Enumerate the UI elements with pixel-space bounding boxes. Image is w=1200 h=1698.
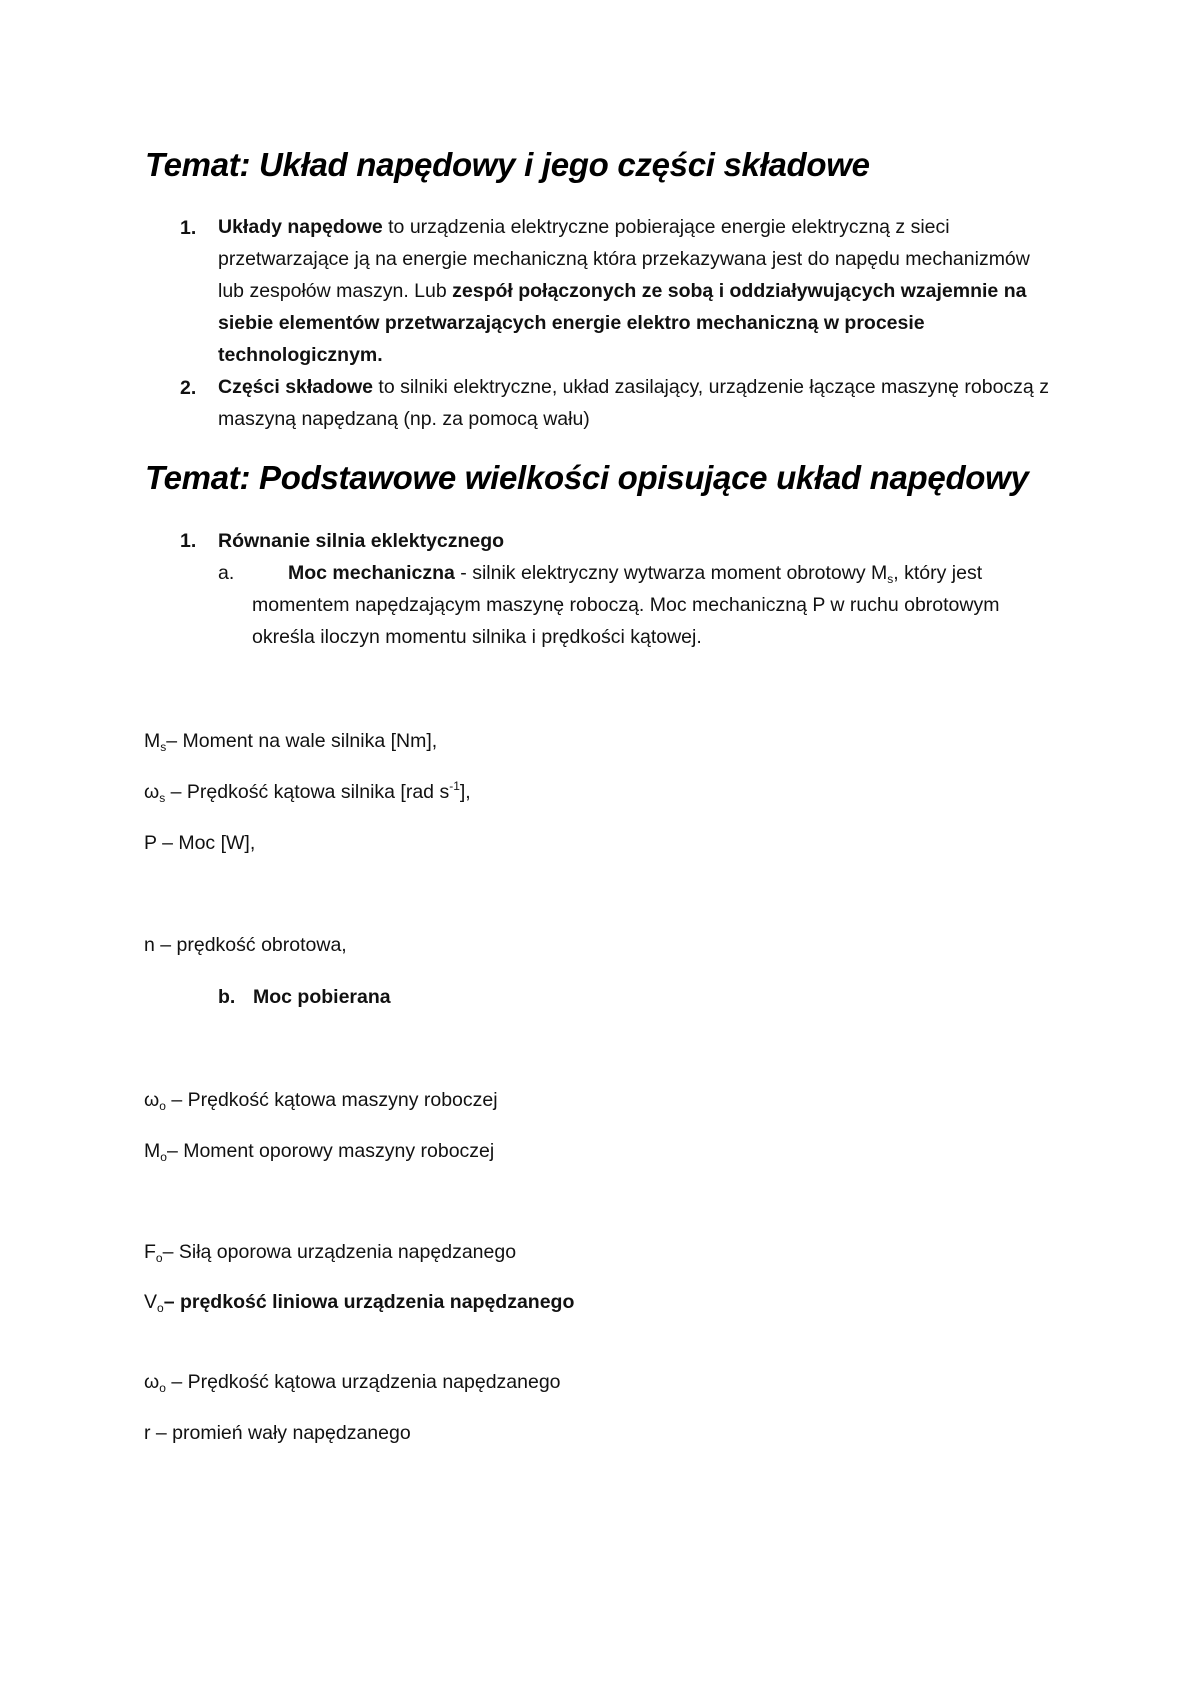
list-item-line: technologicznym. xyxy=(218,344,383,366)
bold-text: zespół połączonych ze sobą i oddziaływujących wzajemnie na xyxy=(452,280,1027,302)
symbol: ω xyxy=(144,1371,160,1393)
subscript: o xyxy=(159,1381,166,1395)
text: – Moment oporowy maszyny roboczej xyxy=(166,1140,495,1162)
superscript: -1 xyxy=(449,779,460,793)
heading-2: Temat: Podstawowe wielkości opisujące układ napędowy xyxy=(145,459,1029,496)
text: - silnik elektryczny wytwarza moment obrotowy M xyxy=(454,562,888,584)
text: to urządzenia elektryczne pobierające energie elektryczną z sieci xyxy=(382,216,950,238)
definition-r: r – promień wały napędzanego xyxy=(144,1422,411,1444)
text: – Prędkość kątowa urządzenia napędzanego xyxy=(165,1371,561,1393)
term: Części składowe xyxy=(218,376,373,398)
subscript: o xyxy=(160,1150,167,1164)
symbol: V xyxy=(144,1291,158,1313)
list-number: 1. xyxy=(180,530,197,552)
sub-item-line: momentem napędzającym maszynę roboczą. Moc mechaniczną P w ruchu obrotowym xyxy=(252,594,1000,616)
list-item-line: maszyną napędzaną (np. za pomocą wału) xyxy=(218,408,590,430)
text: to silniki elektryczne, układ zasilający, urządzenie łączące maszynę roboczą z xyxy=(373,376,1049,398)
list-item-line: siebie elementów przetwarzających energie elektro mechaniczną w procesie xyxy=(218,312,925,334)
sub-item-line xyxy=(288,557,982,589)
subscript: o xyxy=(157,1301,164,1315)
symbol: ω xyxy=(144,1089,160,1111)
symbol: M xyxy=(144,1140,161,1162)
subscript: s xyxy=(159,791,166,805)
subscript: o xyxy=(159,1099,166,1113)
list-item-line: przetwarzające ją na energie mechaniczną która przekazywana jest do napędu mechanizmów xyxy=(218,248,1030,270)
list-item-line xyxy=(218,211,950,243)
definition-wo xyxy=(144,1084,498,1116)
list-number: 1. xyxy=(180,217,197,239)
term: Układy napędowe xyxy=(218,216,383,238)
list-number: 2. xyxy=(180,377,197,399)
definition-ws xyxy=(144,776,471,808)
definition-fo xyxy=(144,1236,516,1268)
text: ], xyxy=(459,781,471,803)
text: – Prędkość kątowa silnika [rad s xyxy=(165,781,450,803)
definition-n: n – prędkość obrotowa, xyxy=(144,934,347,956)
definition-ms xyxy=(144,725,437,757)
symbol: M xyxy=(144,730,161,752)
definition-mo xyxy=(144,1135,494,1167)
text: lub zespołów maszyn. Lub xyxy=(218,280,453,302)
heading-1: Temat: Układ napędowy i jego części składowe xyxy=(145,146,870,183)
subscript: o xyxy=(155,1251,163,1265)
text: – Siłą oporowa urządzenia napędzanego xyxy=(162,1241,517,1263)
sub-item-title: Moc pobierana xyxy=(253,986,391,1008)
subscript: s xyxy=(887,572,894,586)
sub-letter: b. xyxy=(218,986,236,1008)
list-item-line xyxy=(218,275,1026,307)
text: , który jest xyxy=(893,562,983,584)
list-item-line xyxy=(218,371,1049,403)
symbol: F xyxy=(144,1241,156,1263)
subscript: s xyxy=(160,740,167,754)
definition-p: P – Moc [W], xyxy=(144,832,256,854)
term: Moc mechaniczna xyxy=(288,562,455,584)
list-item-title: Równanie silnia eklektycznego xyxy=(218,530,505,552)
sub-letter: a. xyxy=(218,562,235,584)
sub-item-line: określa iloczyn momentu silnika i prędkości kątowej. xyxy=(252,626,702,648)
definition-vo xyxy=(144,1286,574,1318)
text: – Moment na wale silnika [Nm], xyxy=(166,730,438,752)
bold-text: – prędkość liniowa urządzenia napędzanego xyxy=(163,1291,575,1313)
text: – Prędkość kątowa maszyny roboczej xyxy=(165,1089,498,1111)
symbol: ω xyxy=(144,781,160,803)
definition-wo2 xyxy=(144,1366,561,1398)
